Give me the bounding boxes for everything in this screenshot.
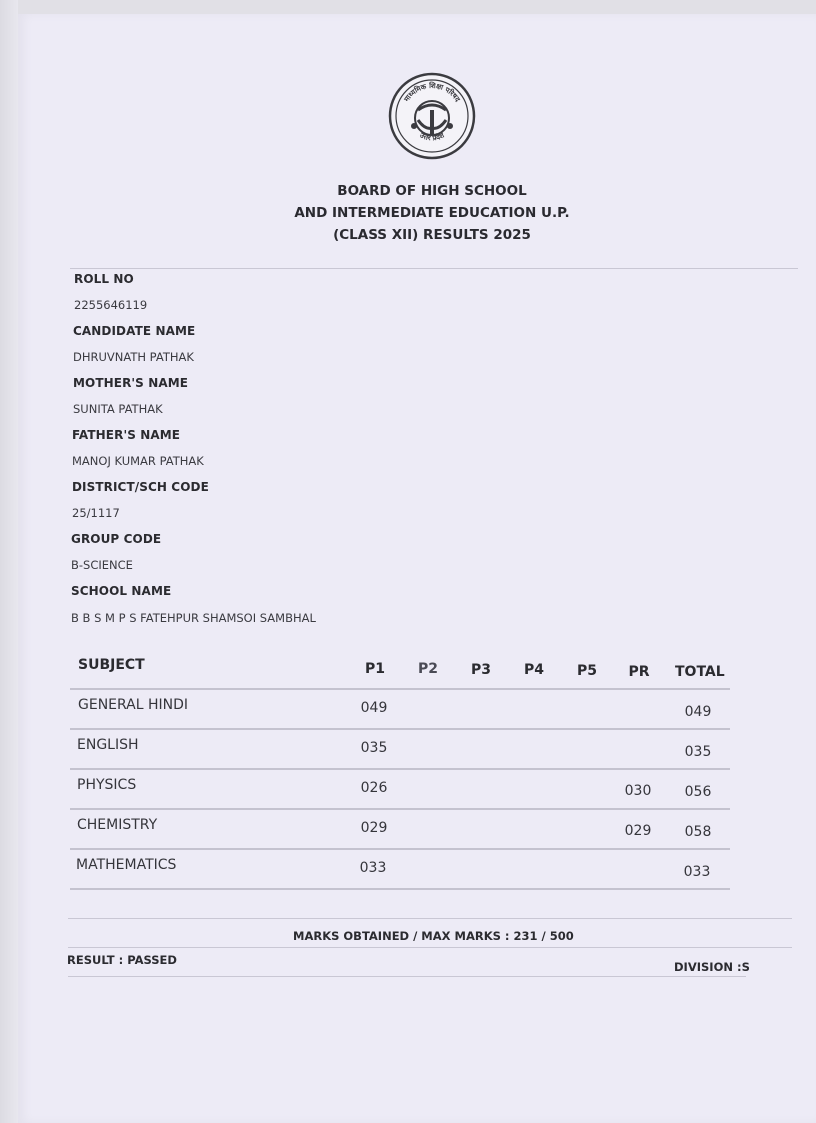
p1-cell: 049	[360, 700, 388, 716]
pr-cell: 029	[624, 823, 652, 839]
total-column-header: TOTAL	[675, 664, 725, 680]
candidate-name-label: CANDIDATE NAME	[73, 324, 196, 338]
board-seal-icon	[388, 72, 476, 160]
subject-cell: PHYSICS	[77, 777, 137, 793]
marks-obtained-summary: MARKS OBTAINED / MAX MARKS : 231 / 500	[293, 929, 574, 943]
table-row-divider	[70, 808, 730, 810]
table-row-divider	[70, 728, 730, 730]
board-title	[200, 180, 664, 246]
district-school-code-value: 25/1117	[72, 506, 120, 520]
group-code-label: GROUP CODE	[71, 532, 162, 546]
p4-column-header: P4	[523, 662, 544, 678]
table-row-divider	[70, 768, 730, 770]
table-bottom-divider	[70, 888, 730, 890]
subject-cell: ENGLISH	[77, 737, 139, 753]
summary-middle-divider	[68, 947, 792, 948]
p1-column-header: P1	[364, 661, 385, 677]
subject-cell: GENERAL HINDI	[78, 697, 189, 713]
summary-bottom-divider	[68, 976, 746, 977]
group-code-value: B-SCIENCE	[71, 558, 133, 572]
board-title-line-1: BOARD OF HIGH SCHOOL	[337, 183, 527, 199]
seal-top-text: माध्यमिक शिक्षा परिषद	[402, 81, 462, 104]
total-cell: 058	[684, 824, 712, 840]
district-school-code-label: DISTRICT/SCH CODE	[72, 480, 209, 494]
p1-cell: 035	[360, 740, 388, 756]
header-divider	[70, 268, 798, 269]
pr-cell: 030	[624, 783, 652, 799]
roll-no-value: 2255646119	[74, 298, 148, 312]
board-title-line-3: (CLASS XII) RESULTS 2025	[333, 227, 531, 243]
scan-left-margin	[0, 0, 18, 1123]
school-name-value: B B S M P S FATEHPUR SHAMSOI SAMBHAL	[71, 611, 316, 625]
total-cell: 035	[684, 744, 712, 760]
summary-top-divider	[68, 918, 792, 919]
father-name-value: MANOJ KUMAR PATHAK	[72, 454, 204, 468]
scan-top-margin	[0, 0, 816, 14]
mother-name-label: MOTHER'S NAME	[73, 376, 189, 390]
p1-cell: 026	[360, 780, 388, 796]
school-name-label: SCHOOL NAME	[71, 584, 172, 598]
mother-name-value: SUNITA PATHAK	[73, 402, 163, 416]
p1-cell: 033	[359, 860, 387, 876]
subject-cell: MATHEMATICS	[76, 857, 177, 873]
p2-column-header: P2	[417, 661, 438, 677]
subject-cell: CHEMISTRY	[77, 817, 158, 833]
p5-column-header: P5	[576, 663, 597, 679]
result-status: RESULT : PASSED	[67, 953, 177, 967]
total-cell: 049	[684, 704, 712, 720]
total-cell: 056	[684, 784, 712, 800]
subject-column-header: SUBJECT	[78, 657, 145, 673]
seal-bottom-text: उत्तर प्रदेश	[418, 131, 446, 143]
pr-column-header: PR	[628, 664, 650, 680]
division-status: DIVISION :S	[674, 960, 750, 974]
total-cell: 033	[683, 864, 711, 880]
table-row-divider	[70, 848, 730, 850]
roll-no-label: ROLL NO	[74, 272, 134, 286]
p3-column-header: P3	[470, 662, 491, 678]
board-title-line-2: AND INTERMEDIATE EDUCATION U.P.	[294, 205, 570, 221]
candidate-name-value: DHRUVNATH PATHAK	[73, 350, 194, 364]
father-name-label: FATHER'S NAME	[72, 428, 181, 442]
p1-cell: 029	[360, 820, 388, 836]
table-header-divider	[70, 688, 730, 690]
